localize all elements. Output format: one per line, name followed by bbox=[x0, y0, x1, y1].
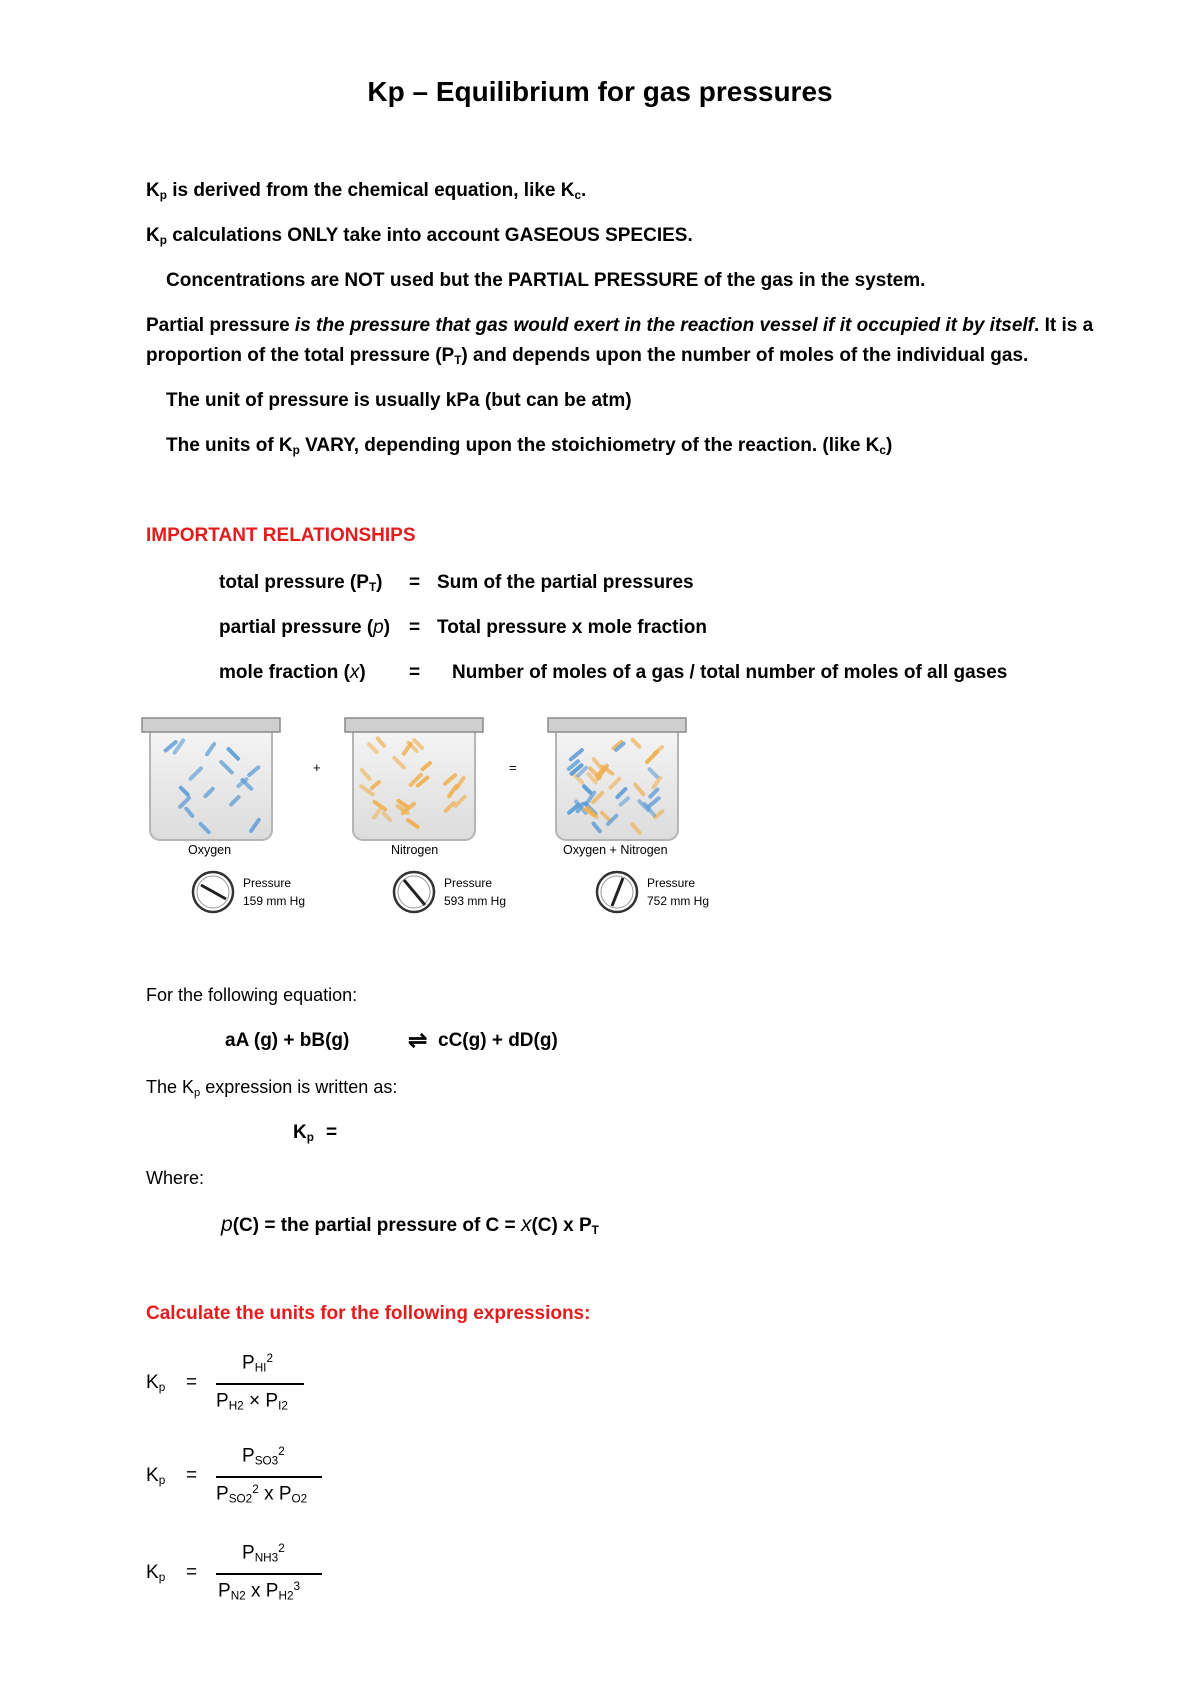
fraction-denominator bbox=[218, 1580, 300, 1602]
text: (C) x P bbox=[531, 1215, 592, 1236]
intro-line-5 bbox=[146, 345, 1028, 367]
text: P bbox=[218, 1580, 231, 1602]
intro-line-2 bbox=[146, 225, 693, 247]
superscript: 2 bbox=[252, 1483, 259, 1496]
relationship-definition: Total pressure x mole fraction bbox=[437, 617, 707, 638]
subscript: p bbox=[159, 188, 167, 202]
kp-equals: = bbox=[326, 1122, 338, 1143]
text: proportion of the total pressure (P bbox=[146, 345, 455, 366]
fraction-numerator bbox=[242, 1542, 285, 1564]
subscript: SO3 bbox=[254, 1454, 279, 1468]
relationship-row-mole-fraction bbox=[219, 662, 366, 684]
text: P bbox=[278, 1483, 292, 1505]
subscript: T bbox=[591, 1223, 599, 1237]
container-oxygen bbox=[142, 718, 280, 840]
text: VARY, depending upon the stoichiometry of the reaction. (like K bbox=[299, 435, 880, 456]
equation-intro: For the following equation: bbox=[146, 985, 358, 1005]
text: ) bbox=[885, 435, 893, 456]
subscript: p bbox=[292, 443, 300, 457]
pressure-gauge-mixture bbox=[597, 872, 637, 912]
text: mole fraction ( bbox=[219, 662, 350, 683]
intro-line-7 bbox=[166, 435, 892, 457]
pressure-gauge-oxygen bbox=[193, 872, 233, 912]
superscript: 2 bbox=[278, 1445, 285, 1458]
subscript: p bbox=[158, 1570, 166, 1584]
subscript: SO2 bbox=[228, 1492, 253, 1506]
text: ) bbox=[383, 617, 391, 638]
fraction-bar bbox=[216, 1476, 322, 1478]
relationship-row-total-pressure bbox=[219, 572, 382, 594]
times-sign: × bbox=[249, 1390, 261, 1412]
text: (C) = the partial pressure of C = bbox=[232, 1215, 521, 1236]
general-equation-left: aA (g) + bB(g) bbox=[225, 1030, 350, 1051]
text: expression is written as: bbox=[200, 1077, 398, 1097]
text: K bbox=[146, 225, 160, 246]
text: P bbox=[265, 1580, 279, 1602]
subscript: p bbox=[158, 1473, 166, 1487]
kp-label bbox=[146, 1562, 165, 1584]
text: K bbox=[146, 1562, 159, 1583]
relationship-definition: Sum of the partial pressures bbox=[437, 572, 694, 593]
kp-equals: = bbox=[186, 1372, 198, 1393]
exercise-heading: Calculate the units for the following expressions: bbox=[146, 1303, 591, 1324]
where-label: Where: bbox=[146, 1168, 205, 1188]
text: P bbox=[216, 1483, 229, 1505]
intro-line-3: Concentrations are NOT used but the PARTIAL PRESSURE of the gas in the system. bbox=[166, 270, 926, 291]
fraction-numerator bbox=[242, 1352, 273, 1374]
text: K bbox=[146, 1465, 159, 1486]
gas-mixture-figure bbox=[140, 712, 730, 942]
general-equation-right: cC(g) + dD(g) bbox=[438, 1030, 558, 1051]
kp-expression-intro bbox=[146, 1077, 397, 1099]
plus-sign: + bbox=[313, 760, 321, 775]
kp-equals: = bbox=[186, 1465, 198, 1486]
superscript: 2 bbox=[266, 1352, 274, 1365]
subscript: I2 bbox=[278, 1399, 288, 1413]
times-sign: x bbox=[264, 1483, 274, 1505]
text: ) and depends upon the number of moles of the individual gas. bbox=[461, 345, 1029, 366]
subscript: c bbox=[879, 443, 886, 457]
pressure-label: Pressure bbox=[243, 876, 292, 890]
subscript: O2 bbox=[291, 1492, 308, 1506]
pressure-label: Pressure bbox=[647, 876, 696, 890]
equilibrium-arrow-icon: ⇌ bbox=[408, 1027, 428, 1053]
text: P bbox=[265, 1390, 279, 1412]
text: K bbox=[146, 180, 160, 201]
superscript: 3 bbox=[293, 1580, 301, 1593]
kp-label bbox=[146, 1465, 165, 1487]
container-label-mixture: Oxygen + Nitrogen bbox=[563, 843, 668, 857]
subscript: p bbox=[306, 1130, 314, 1144]
text: calculations ONLY take into account GASEOUS SPECIES. bbox=[166, 225, 693, 246]
container-mixture bbox=[548, 718, 686, 840]
text: K bbox=[293, 1122, 307, 1143]
subscript: T bbox=[368, 580, 377, 594]
text: The K bbox=[146, 1077, 195, 1097]
text: ) bbox=[359, 662, 366, 683]
text: total pressure (P bbox=[219, 572, 369, 593]
kp-expression bbox=[293, 1122, 314, 1144]
pressure-label: Pressure bbox=[444, 876, 493, 890]
page-title: Kp – Equilibrium for gas pressures bbox=[367, 76, 833, 107]
subscript: c bbox=[574, 188, 582, 202]
text: is derived from the chemical equation, like K bbox=[166, 180, 575, 201]
symbol: x bbox=[520, 1213, 532, 1236]
subscript: H2 bbox=[228, 1399, 244, 1413]
kp-equals: = bbox=[186, 1562, 198, 1583]
subscript: N2 bbox=[230, 1589, 246, 1603]
relationship-row-partial-pressure bbox=[219, 617, 390, 639]
text: P bbox=[242, 1445, 255, 1467]
subscript: p bbox=[158, 1380, 166, 1394]
superscript: 2 bbox=[278, 1542, 285, 1555]
pressure-value-nitrogen: 593 mm Hg bbox=[444, 894, 507, 908]
fraction-bar bbox=[216, 1573, 322, 1575]
italic-text: is the pressure that gas would exert in the reaction vessel if it occupied it by itself bbox=[294, 315, 1035, 336]
partial-pressure-definition bbox=[221, 1213, 599, 1237]
text: . bbox=[581, 180, 587, 201]
relationships-heading: IMPORTANT RELATIONSHIPS bbox=[146, 525, 416, 546]
subscript: NH3 bbox=[254, 1551, 279, 1565]
intro-line-6: The unit of pressure is usually kPa (but can be atm) bbox=[166, 390, 632, 411]
pressure-gauge-nitrogen bbox=[394, 872, 434, 912]
intro-line-1 bbox=[146, 180, 586, 202]
text: Partial pressure bbox=[146, 315, 295, 336]
relationship-equals: = bbox=[409, 662, 421, 683]
subscript: T bbox=[454, 353, 462, 367]
relationship-equals: = bbox=[409, 617, 421, 638]
text: P bbox=[242, 1542, 255, 1564]
text: . It is a bbox=[1034, 315, 1094, 336]
times-sign: x bbox=[251, 1580, 261, 1602]
equals-sign: = bbox=[509, 760, 517, 775]
fraction-bar bbox=[216, 1383, 304, 1385]
relationship-equals: = bbox=[409, 572, 421, 593]
text: ) bbox=[376, 572, 383, 593]
fraction-numerator bbox=[242, 1445, 285, 1467]
fraction-denominator bbox=[216, 1483, 307, 1505]
text: partial pressure ( bbox=[219, 617, 374, 638]
kp-label bbox=[146, 1372, 165, 1394]
text: P bbox=[242, 1352, 255, 1374]
container-label-nitrogen: Nitrogen bbox=[391, 843, 439, 857]
text: The units of K bbox=[166, 435, 293, 456]
intro-line-4 bbox=[146, 315, 1093, 337]
text: K bbox=[146, 1372, 159, 1393]
subscript: HI bbox=[254, 1361, 267, 1375]
symbol: p bbox=[373, 617, 384, 638]
relationship-definition: Number of moles of a gas / total number of moles of all gases bbox=[452, 662, 1008, 683]
symbol: p bbox=[221, 1213, 233, 1236]
fraction-denominator bbox=[216, 1390, 288, 1412]
subscript: H2 bbox=[278, 1589, 294, 1603]
container-label-oxygen: Oxygen bbox=[188, 843, 232, 857]
symbol: x bbox=[349, 662, 360, 683]
container-nitrogen bbox=[345, 718, 483, 840]
pressure-value-mixture: 752 mm Hg bbox=[647, 894, 710, 908]
subscript: p bbox=[194, 1086, 201, 1099]
text: P bbox=[216, 1390, 229, 1412]
pressure-value-oxygen: 159 mm Hg bbox=[243, 894, 306, 908]
subscript: p bbox=[159, 233, 167, 247]
